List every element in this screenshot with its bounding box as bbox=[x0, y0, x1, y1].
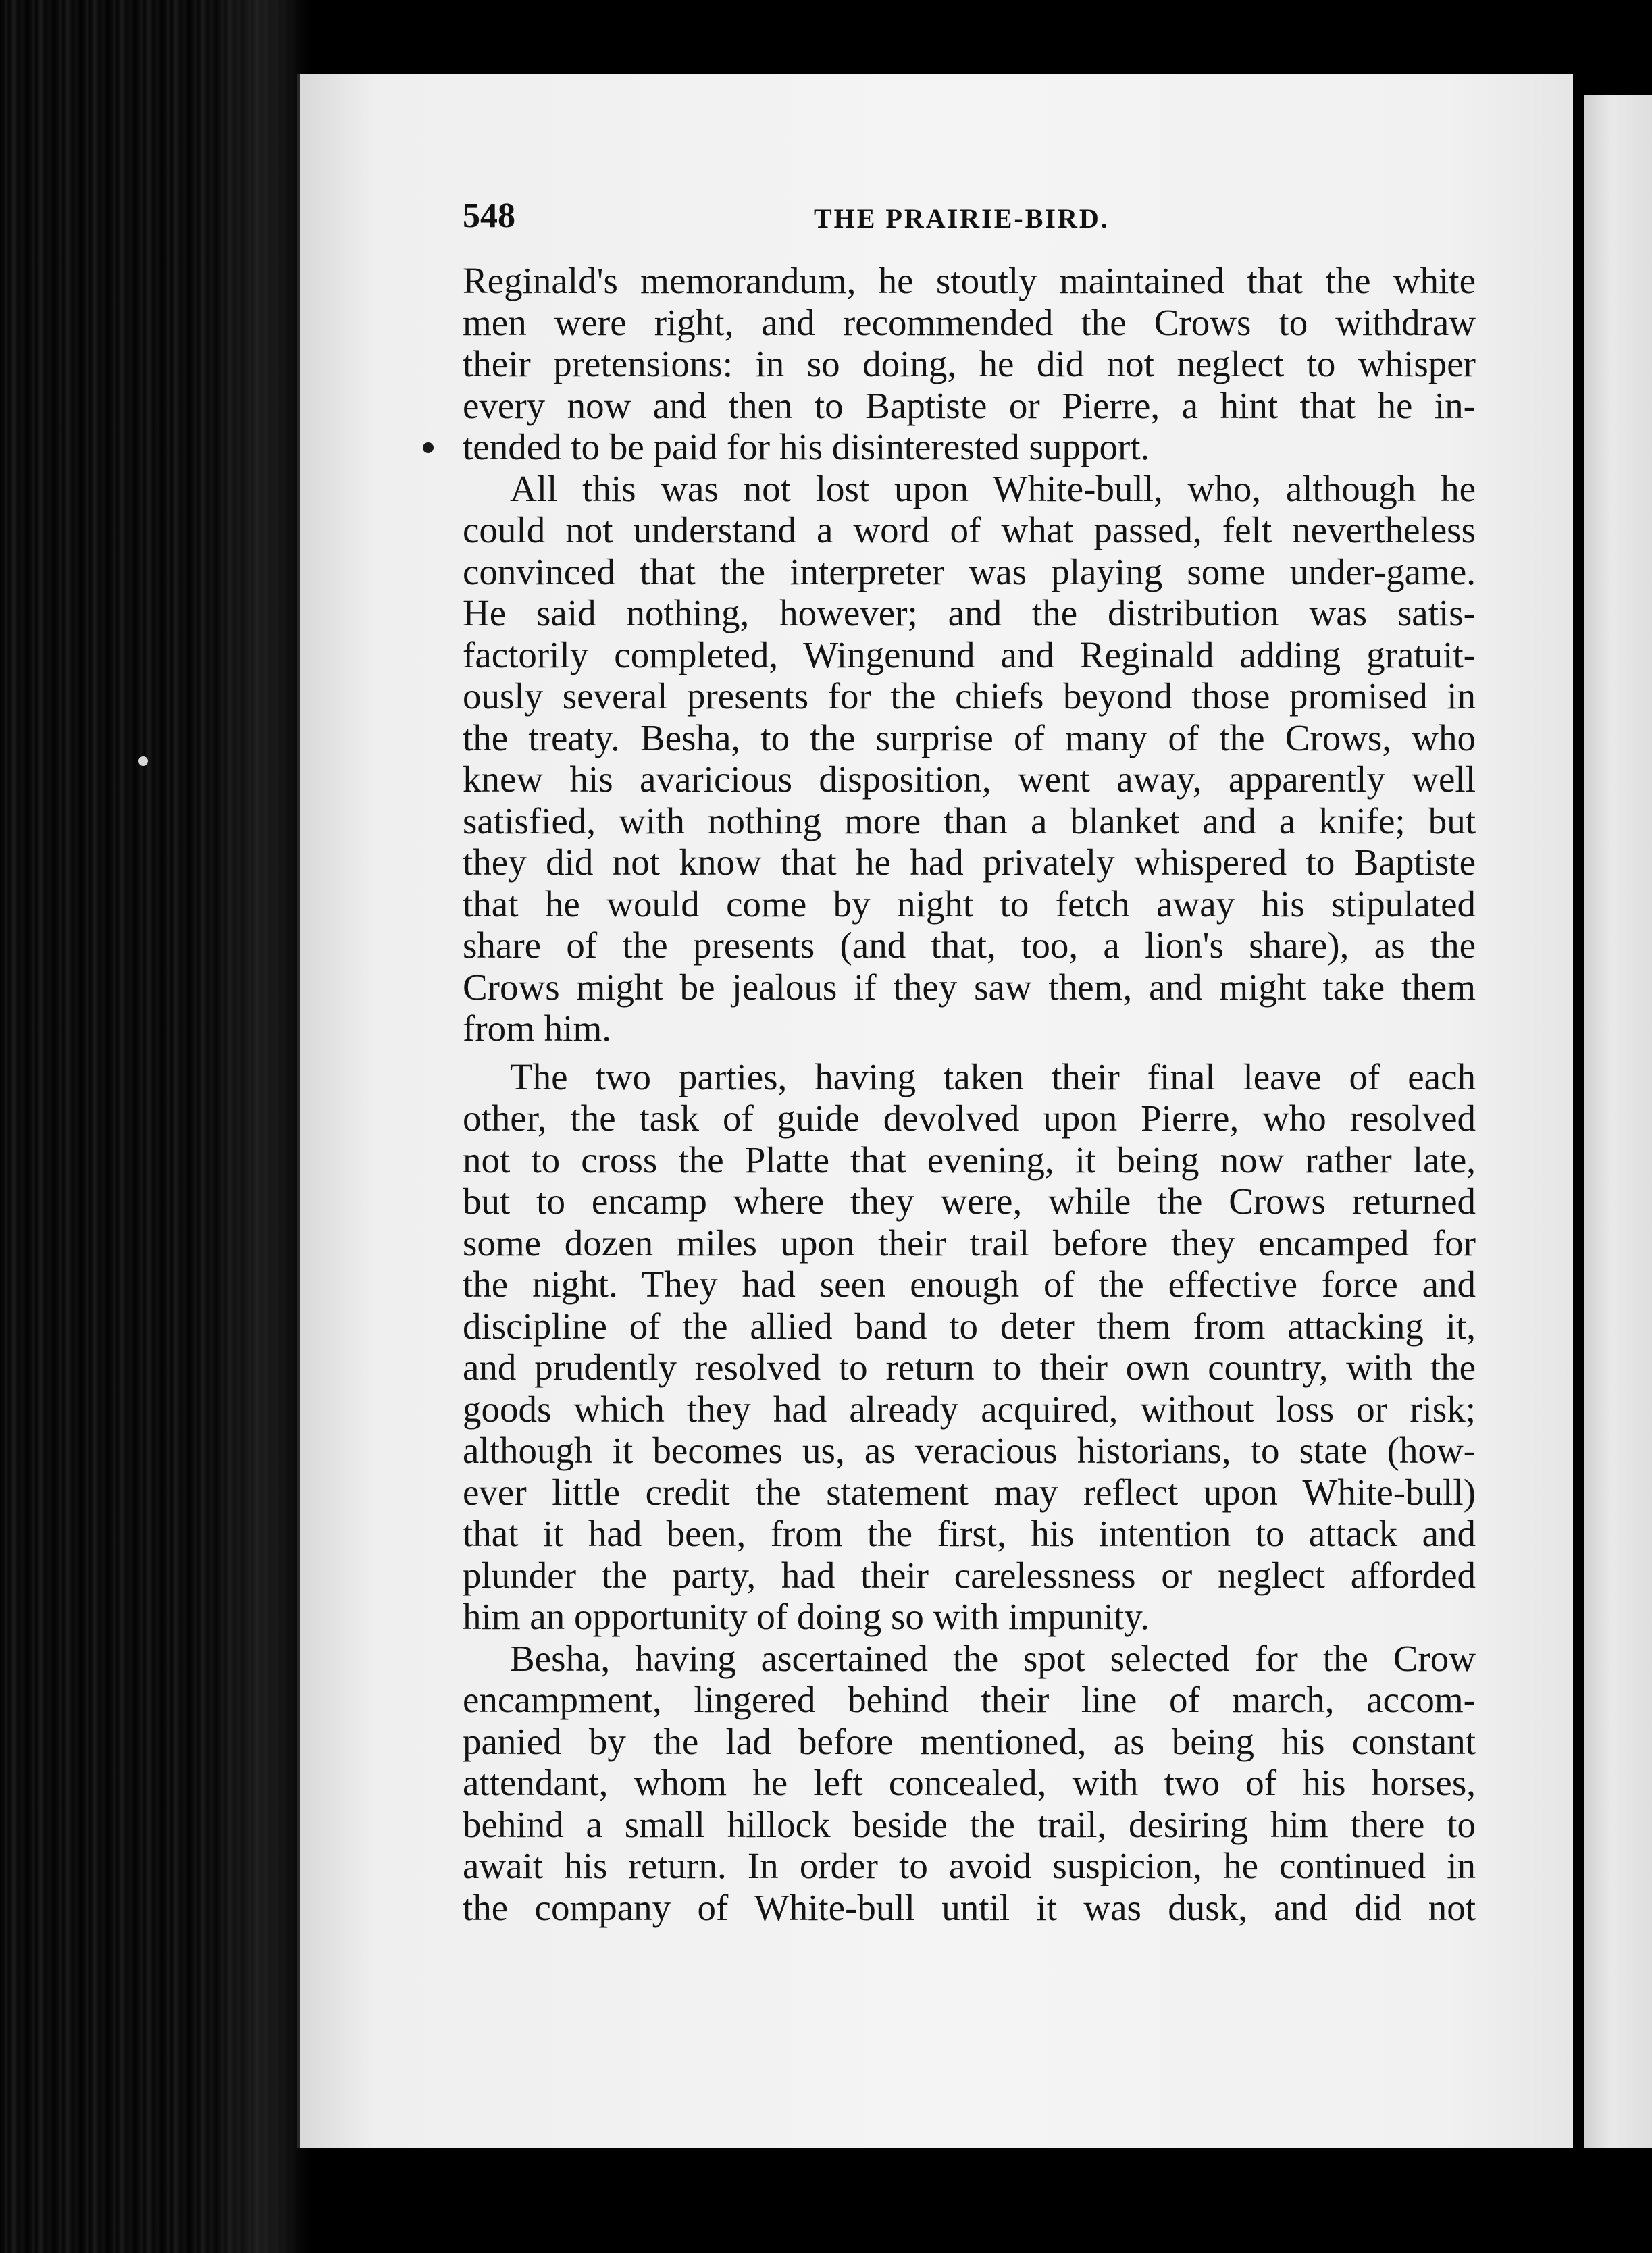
text-line: encampment, lingered behind their line of march, accom- bbox=[463, 1679, 1476, 1720]
text-line: The two parties, having taken their final leave of each bbox=[510, 1056, 1476, 1097]
text-line: the treaty. Besha, to the surprise of many of the Crows, who bbox=[463, 717, 1476, 758]
text-line: men were right, and recommended the Crows to withdraw bbox=[463, 301, 1476, 343]
text-line: behind a small hillock beside the trail, desiring him there to bbox=[463, 1803, 1476, 1845]
text-line: the company of White-bull until it was dusk, and did not bbox=[463, 1886, 1476, 1928]
text-line: panied by the lad before mentioned, as being his constant bbox=[463, 1720, 1476, 1762]
text-line: satisfied, with nothing more than a blanket and a knife; but bbox=[463, 800, 1476, 841]
page-header bbox=[463, 196, 1482, 243]
facing-page-edge bbox=[1584, 95, 1652, 2148]
text-line: All this was not lost upon White-bull, who, although he bbox=[510, 467, 1476, 509]
text-line: ever little credit the statement may reflect upon White-bull) bbox=[463, 1471, 1476, 1513]
text-line: ously several presents for the chiefs beyond those promised in bbox=[463, 675, 1476, 717]
running-title: THE PRAIRIE-BIRD. bbox=[814, 203, 1110, 234]
text-line: tended to be paid for his disinterested support. bbox=[463, 426, 1150, 467]
text-line: Besha, having ascertained the spot selected for the Crow bbox=[510, 1637, 1476, 1679]
text-line: some dozen miles upon their trail before they encamped for bbox=[463, 1222, 1476, 1264]
paragraph bbox=[463, 260, 1476, 468]
text-line: discipline of the allied band to deter them from attacking it, bbox=[463, 1305, 1476, 1347]
text-line: Reginald's memorandum, he stoutly maintained that the white bbox=[463, 260, 1476, 301]
text-line: await his return. In order to avoid suspicion, he continued in bbox=[463, 1845, 1476, 1886]
text-line: not to cross the Platte that evening, it being now rather late, bbox=[463, 1139, 1476, 1181]
text-line: that it had been, from the first, his intention to attack and bbox=[463, 1513, 1476, 1554]
text-line: Crows might be jealous if they saw them, and might take them bbox=[463, 966, 1476, 1008]
text-line: that he would come by night to fetch away his stipulated bbox=[463, 883, 1476, 925]
text-line: convinced that the interpreter was playing some under-game. bbox=[463, 550, 1476, 592]
paragraph bbox=[463, 468, 1476, 1050]
text-line: knew his avaricious disposition, went away, apparently well bbox=[463, 758, 1476, 800]
body-text bbox=[463, 260, 1476, 1928]
text-line: him an opportunity of doing so with impunity. bbox=[463, 1596, 1150, 1637]
text-line: could not understand a word of what passed, felt nevertheless bbox=[463, 509, 1476, 550]
text-line: but to encamp where they were, while the Crows returned bbox=[463, 1181, 1476, 1222]
paragraph bbox=[463, 1056, 1476, 1638]
text-line: He said nothing, however; and the distribution was satis- bbox=[463, 592, 1476, 633]
text-line: every now and then to Baptiste or Pierre, a hint that he in- bbox=[463, 384, 1476, 426]
text-line: although it becomes us, as veracious historians, to state (how- bbox=[463, 1430, 1476, 1471]
dust-speck bbox=[138, 756, 148, 766]
margin-mark bbox=[423, 442, 434, 453]
paragraph bbox=[463, 1638, 1476, 1929]
text-line: and prudently resolved to return to their own country, with the bbox=[463, 1347, 1476, 1388]
text-line: factorily completed, Wingenund and Reginald adding gratuit- bbox=[463, 633, 1476, 675]
text-line: they did not know that he had privately whispered to Baptiste bbox=[463, 841, 1476, 883]
text-line: plunder the party, had their carelessness or neglect afforded bbox=[463, 1554, 1476, 1596]
text-line: goods which they had already acquired, without loss or risk; bbox=[463, 1388, 1476, 1430]
text-line: the night. They had seen enough of the effective force and bbox=[463, 1264, 1476, 1305]
page-number: 548 bbox=[463, 197, 515, 235]
text-line: share of the presents (and that, too, a lion's share), as the bbox=[463, 925, 1476, 966]
text-line: other, the task of guide devolved upon Pierre, who resolved bbox=[463, 1097, 1476, 1139]
text-line: from him. bbox=[463, 1008, 611, 1049]
text-line: their pretensions: in so doing, he did not neglect to whisper bbox=[463, 343, 1476, 384]
text-line: attendant, whom he left concealed, with two of his horses, bbox=[463, 1762, 1476, 1803]
spine-shadow bbox=[203, 0, 311, 2253]
